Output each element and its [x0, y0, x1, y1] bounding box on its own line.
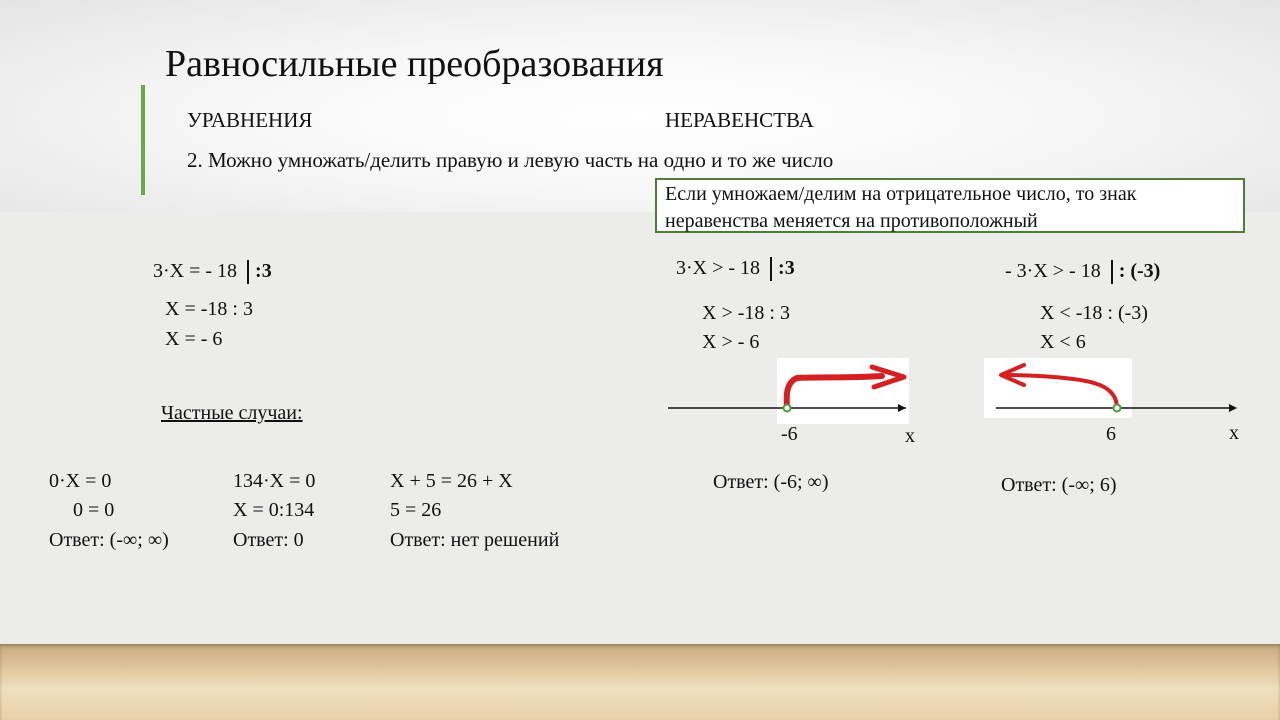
case3-line1: Х + 5 = 26 + Х — [390, 470, 513, 492]
equation-expression — [153, 260, 272, 284]
ineq2-step-2: Х < 6 — [1040, 331, 1086, 353]
number-line-1 — [660, 355, 920, 425]
ineq2-answer: Ответ: (-∞; 6) — [1001, 474, 1117, 496]
number-line-2 — [980, 355, 1245, 425]
case2-line2: Х = 0:134 — [233, 499, 315, 521]
divider-bar — [247, 260, 249, 284]
ineq1-point-label: -6 — [781, 423, 798, 445]
slide-title: Равносильные преобразования — [165, 43, 664, 85]
special-cases-heading: Частные случаи: — [161, 402, 303, 424]
case1-answer: Ответ: (-∞; ∞) — [49, 529, 169, 551]
ineq1-expr: 3·Х > - 18 — [676, 257, 761, 279]
ineq1-step-1: Х > -18 : 3 — [702, 302, 790, 324]
ineq2-expression — [1005, 260, 1160, 284]
equation-step-1: Х = -18 : 3 — [165, 298, 253, 320]
divider-bar — [1111, 260, 1113, 284]
case1-line1: 0·Х = 0 — [49, 470, 112, 492]
ineq2-step-1: Х < -18 : (-3) — [1040, 302, 1148, 324]
note-line-2: неравенства меняется на противоположный — [665, 210, 1038, 232]
equation-operation: :3 — [255, 260, 272, 282]
ineq1-operation: :3 — [778, 257, 795, 279]
accent-bar — [141, 85, 145, 195]
ineq1-expression — [676, 257, 795, 281]
ineq1-step-2: Х > - 6 — [702, 331, 760, 353]
note-box — [655, 178, 1245, 233]
equations-heading: УРАВНЕНИЯ — [187, 108, 313, 132]
divider-bar — [770, 257, 772, 281]
case1-line2: 0 = 0 — [73, 499, 115, 521]
open-point — [784, 405, 791, 412]
case3-answer: Ответ: нет решений — [390, 529, 560, 551]
open-point — [1114, 405, 1121, 412]
ineq2-axis-label: х — [1229, 422, 1239, 444]
case2-answer: Ответ: 0 — [233, 529, 304, 551]
ineq2-point-label: 6 — [1106, 423, 1116, 445]
ineq2-expr: - 3·Х > - 18 — [1005, 260, 1101, 282]
arrow-background — [984, 358, 1132, 418]
ineq1-answer: Ответ: (-6; ∞) — [713, 471, 829, 493]
equation-step-2: Х = - 6 — [165, 328, 223, 350]
note-line-1: Если умножаем/делим на отрицательное число, то знак — [665, 183, 1137, 205]
equation-expr: 3·Х = - 18 — [153, 260, 238, 282]
rule-text: 2. Можно умножать/делить правую и левую часть на одно и то же число — [187, 148, 834, 172]
inequalities-heading: НЕРАВЕНСТВА — [665, 108, 814, 132]
case2-line1: 134·Х = 0 — [233, 470, 316, 492]
ineq1-axis-label: х — [905, 425, 915, 447]
case3-line2: 5 = 26 — [390, 499, 442, 521]
floor-background — [0, 644, 1280, 720]
ineq2-operation: : (-3) — [1118, 260, 1161, 282]
arrow-background — [777, 358, 909, 424]
axis-arrowhead — [1229, 404, 1237, 412]
